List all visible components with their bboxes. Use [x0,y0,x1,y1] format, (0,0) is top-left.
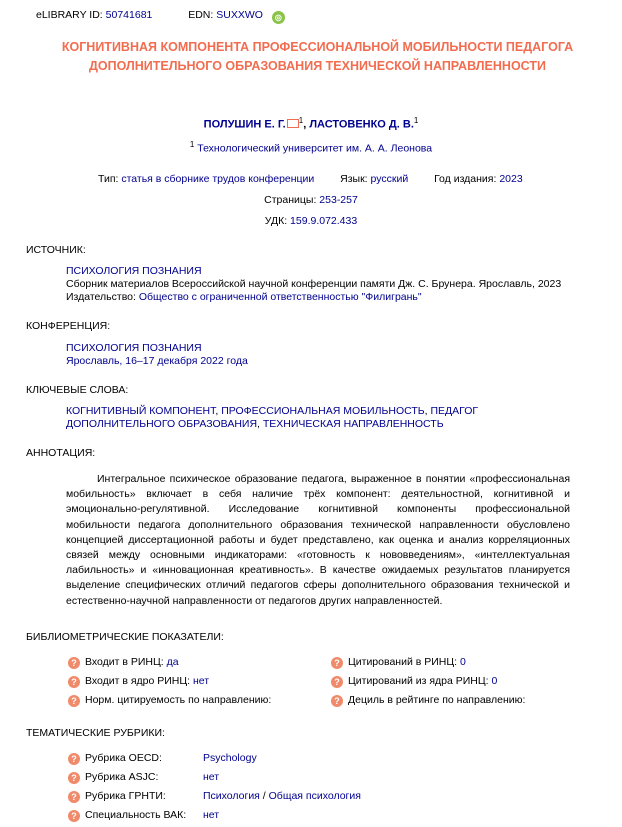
author-affil-sup: 1 [413,116,419,125]
biblio-value: 0 [491,675,498,687]
rubric-row [68,809,219,822]
rubric-oecd-link[interactable]: Psychology [203,752,257,764]
rubric-label: Специальность ВАК: [85,809,187,821]
rubric-row: ? Рубрика ГРНТИ: Психология / Общая психология [68,790,361,803]
source-block [66,265,561,304]
authors-line [0,116,622,131]
biblio-row [68,694,271,707]
pages-line [0,194,622,206]
conference-block [66,342,248,368]
type-value: статья в сборнике трудов конференции [121,173,315,185]
email-icon[interactable] [287,119,299,128]
source-title-link[interactable]: ПСИХОЛОГИЯ ПОЗНАНИЯ [66,265,202,277]
id-bar [36,9,285,24]
help-icon[interactable]: ? [68,810,80,822]
biblio-label: Норм. цитируемость по направлению: [85,694,272,706]
abstract-text: Интегральное психическое образование педагога, выраженное в понятии «профессиональная мобильность» включает в себя наличие трёх компонент: деятельностной, когнитивной и эмоционально-регулятивной. Исследование когнитивной компоненты профессиональной мобильности педагога дополнительного образования технической направленности обусловлено концепцией диссертационной работы и будет представлено, как оценка и анализ корреляционных связей между основными индикаторами: «готовность к нововведениям», «интеллектуальная лабильность» и «инновационная креативность». В качестве ожидаемых результатов планируется выделение специфических отличий педагогов сферы дополнительного образования технической и естественно-научной направленности от педагогов других направленностей. [66,473,570,607]
edn-label: EDN: [188,9,214,21]
conference-title-link[interactable]: ПСИХОЛОГИЯ ПОЗНАНИЯ [66,342,202,354]
year-value: 2023 [499,173,523,185]
rubric-label: Рубрика OECD: [85,752,162,764]
elibrary-id-value: 50741681 [105,9,153,21]
help-icon[interactable]: ? [331,695,343,707]
rubric-value: нет [203,771,220,783]
biblio-label: Дециль в рейтинге по направлению: [348,694,526,706]
biblio-value: 0 [459,656,466,668]
affiliation-link[interactable]: Технологический университет им. А. А. Леонова [197,142,433,155]
help-icon[interactable]: ? [68,753,80,765]
rubric-value: нет [203,809,220,821]
help-icon[interactable]: ? [331,657,343,669]
author-link-polushin[interactable]: ПОЛУШИН Е. Г. [203,118,286,131]
article-title: КОГНИТИВНАЯ КОМПОНЕНТА ПРОФЕССИОНАЛЬНОЙ МОБИЛЬНОСТИ ПЕДАГОГА ДОПОЛНИТЕЛЬНОГО ОБРАЗОВАНИЯ ТЕХНИЧЕСКОЙ НАПРАВЛЕННОСТИ [61,40,574,73]
biblio-label: Входит в ядро РИНЦ: [85,675,191,687]
type-label: Тип: [98,173,119,185]
rubric-row [68,771,219,784]
source-collection: Сборник материалов Всероссийской научной конференции памяти Дж. С. Брунера. Ярославль, 2023 [66,278,562,290]
help-icon[interactable]: ? [68,791,80,803]
edn-link[interactable]: SUXXWO [216,9,263,21]
keyword-link[interactable]: ТЕХНИЧЕСКАЯ НАПРАВЛЕННОСТЬ [262,418,444,430]
conference-heading: КОНФЕРЕНЦИЯ: [26,320,111,332]
help-icon[interactable]: ? [331,676,343,688]
year-label: Год издания: [434,173,497,185]
udk-value: 159.9.072.433 [290,215,358,227]
biblio-heading: БИБЛИОМЕТРИЧЕСКИЕ ПОКАЗАТЕЛИ: [26,631,224,643]
biblio-row [331,656,466,669]
keywords-list: КОГНИТИВНЫЙ КОМПОНЕНТ, ПРОФЕССИОНАЛЬНАЯ МОБИЛЬНОСТЬ, ПЕДАГОГ ДОПОЛНИТЕЛЬНОГО ОБРАЗОВАНИЯ, ТЕХНИЧЕСКАЯ НАПРАВЛЕННОСТЬ [66,405,479,430]
rubric-grnti-sub-link[interactable]: Общая психология [268,790,361,802]
publisher-label: Издательство: [66,291,136,303]
rinc-logo-icon[interactable]: ◎ [272,11,285,24]
lang-value: русский [370,173,409,185]
help-icon[interactable]: ? [68,657,80,669]
keywords-heading: КЛЮЧЕВЫЕ СЛОВА: [26,384,129,396]
keyword-link[interactable]: ПРОФЕССИОНАЛЬНАЯ МОБИЛЬНОСТЬ [221,405,425,417]
biblio-value: да [166,656,179,668]
biblio-label: Входит в РИНЦ: [85,656,164,668]
source-heading: ИСТОЧНИК: [26,244,86,256]
udk-line [0,215,622,227]
biblio-row [331,694,525,707]
publisher-link[interactable]: Общество с ограниченной ответственностью "Филигрань" [138,291,422,303]
conference-place-date: Ярославль, 16–17 декабря 2022 года [66,355,248,367]
biblio-label: Цитирований в РИНЦ: [348,656,458,668]
author-link-lastovenko[interactable]: ЛАСТОВЕНКО Д. В. [309,118,414,131]
rubric-grnti-link[interactable]: Психология [203,790,260,802]
keyword-link[interactable]: ПЕДАГОГ ДОПОЛНИТЕЛЬНОГО ОБРАЗОВАНИЯ [66,405,479,430]
authors-separator: , [303,118,307,131]
biblio-label: Цитирований из ядра РИНЦ: [348,675,489,687]
meta-line [98,173,523,185]
pages-label: Страницы: [264,194,317,206]
rubrics-heading: ТЕМАТИЧЕСКИЕ РУБРИКИ: [26,727,165,739]
lang-label: Язык: [340,173,368,185]
help-icon[interactable]: ? [68,676,80,688]
elibrary-id-label: eLIBRARY ID: [36,9,103,21]
rubric-label: Рубрика ASJC: [85,771,159,783]
keyword-link[interactable]: КОГНИТИВНЫЙ КОМПОНЕНТ [66,405,216,417]
biblio-value: нет [193,675,210,687]
abstract-heading: АННОТАЦИЯ: [26,447,96,459]
rubric-row [68,752,257,765]
biblio-row [68,675,209,688]
author-affil-sup: 1 [298,116,304,125]
biblio-row [68,656,179,669]
pages-value: 253-257 [319,194,358,206]
biblio-row [331,675,497,688]
help-icon[interactable]: ? [68,772,80,784]
rubric-label: Рубрика ГРНТИ: [85,790,166,802]
udk-label: УДК: [264,215,288,227]
help-icon[interactable]: ? [68,695,80,707]
affiliation-sup: 1 [189,140,195,149]
affiliation [0,140,622,155]
